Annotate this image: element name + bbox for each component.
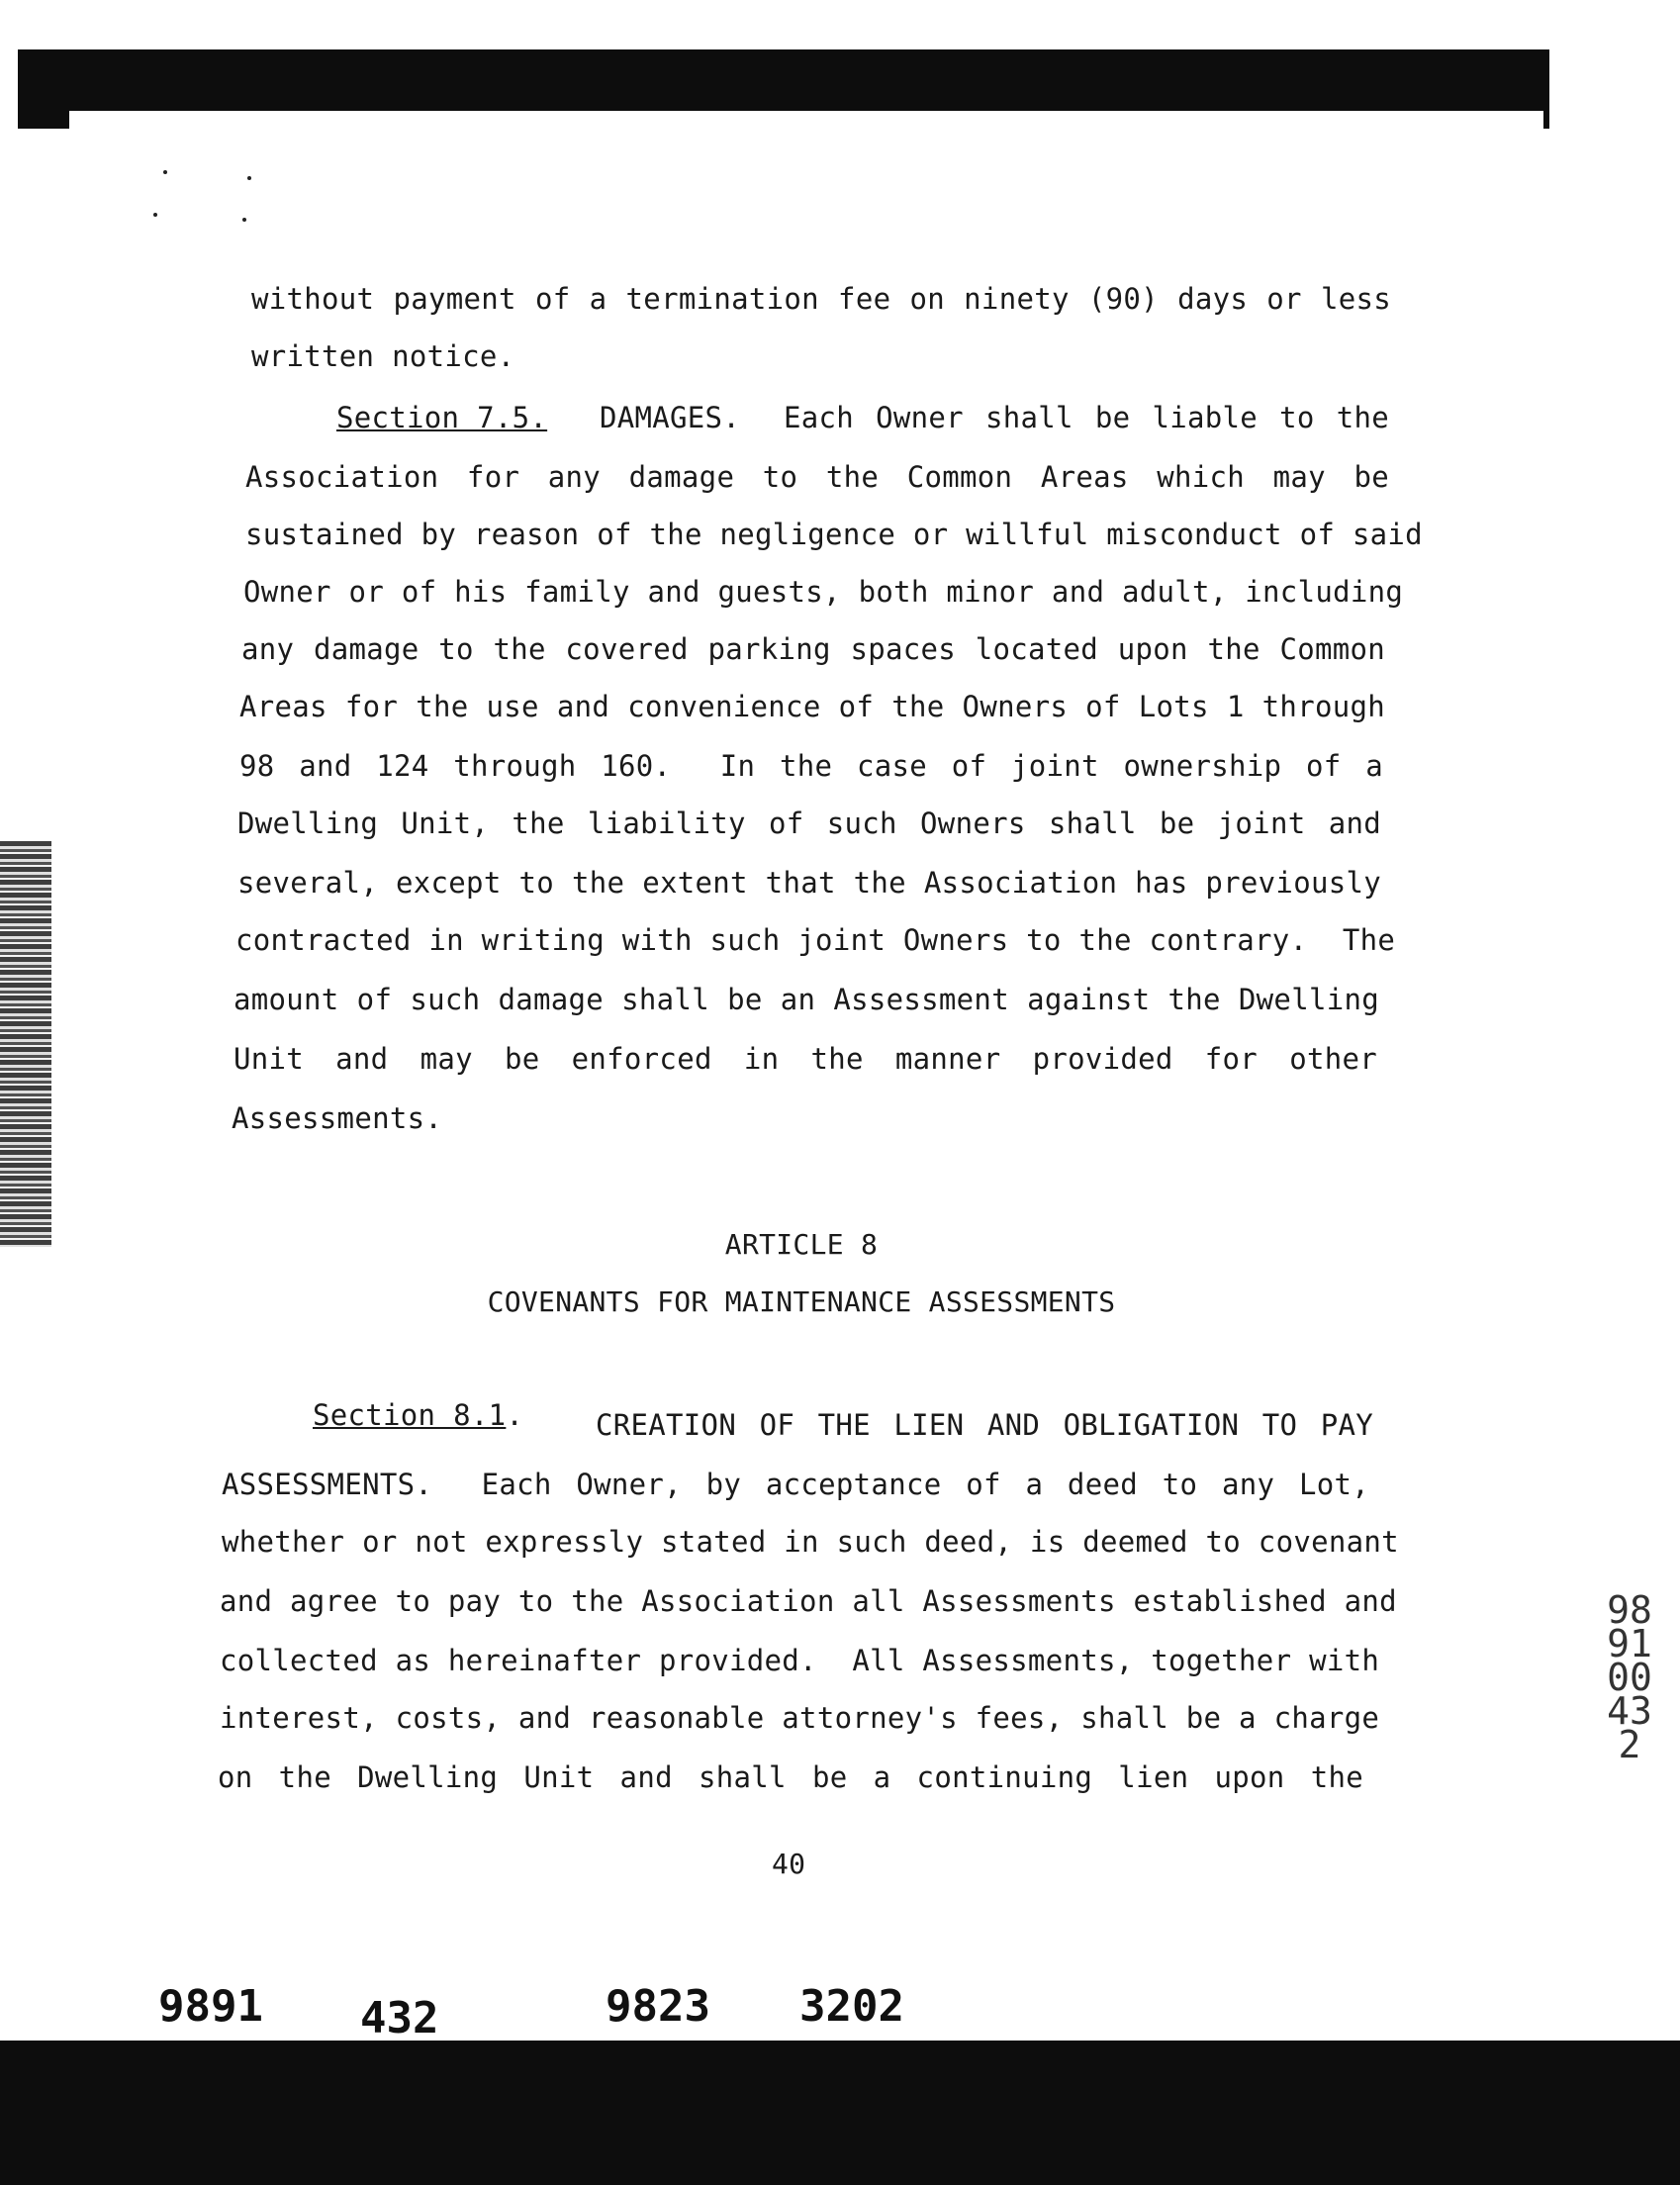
section-number: Section 8.1: [313, 1398, 507, 1432]
page-number: 40: [772, 1848, 806, 1880]
paragraph-line: and agree to pay to the Association all Assessments established and: [220, 1584, 1397, 1618]
section-number: Section 7.5.: [336, 401, 548, 434]
paragraph-line: 98 and 124 through 160. In the case of joint ownership of a: [239, 749, 1383, 783]
paragraph-line: contracted in writing with such joint Owners to the contrary. The: [235, 923, 1396, 957]
bates-book: 9891: [158, 1981, 263, 2032]
paragraph-line: any damage to the covered parking spaces located upon the Common: [241, 632, 1385, 666]
scan-bottom-border: [0, 2041, 1680, 2185]
paragraph-line: collected as hereinafter provided. All Assessments, together with: [220, 1644, 1380, 1677]
scan-speck: [242, 218, 246, 222]
paragraph-line: sustained by reason of the negligence or willful misconduct of said: [245, 518, 1423, 551]
paragraph-line: without payment of a termination fee on ninety (90) days or less: [251, 282, 1391, 316]
paragraph-line: on the Dwelling Unit and shall be a continuing lien upon the: [218, 1760, 1363, 1794]
paragraph-line: written notice.: [251, 339, 515, 373]
section-first-line: Each Owner shall be liable to the: [784, 401, 1389, 434]
section-label: [336, 401, 548, 434]
paragraph-line: Areas for the use and convenience of the Owners of Lots 1 through: [239, 690, 1385, 723]
side-stamp: 989100432: [1607, 1588, 1652, 1766]
bates-doc-a: 9823: [606, 1981, 710, 2032]
scan-speck: [163, 170, 167, 174]
paragraph-line: Dwelling Unit, the liability of such Owners shall be joint and: [237, 807, 1381, 840]
paragraph-line: Association for any damage to the Common Areas which may be: [245, 460, 1389, 494]
bates-page: 432: [360, 1993, 439, 2043]
paragraph-line: several, except to the extent that the Association has previously: [237, 866, 1381, 900]
bates-doc-b: 3202: [799, 1981, 904, 2032]
article-title: COVENANTS FOR MAINTENANCE ASSESSMENTS: [487, 1285, 1116, 1318]
article-number: ARTICLE 8: [724, 1228, 879, 1261]
section-title: DAMAGES.: [600, 401, 741, 434]
section-label: [313, 1398, 524, 1432]
paragraph-line: Unit and may be enforced in the manner provided for other: [233, 1042, 1377, 1076]
paragraph-line: whether or not expressly stated in such deed, is deemed to covenant: [222, 1525, 1399, 1559]
paragraph-line: ASSESSMENTS. Each Owner, by acceptance of a deed to any Lot,: [222, 1468, 1369, 1501]
paragraph-line: interest, costs, and reasonable attorney's fees, shall be a charge: [220, 1701, 1380, 1735]
section-number-punct: .: [506, 1398, 524, 1432]
section-title: CREATION OF THE LIEN AND OBLIGATION TO PAY: [596, 1408, 1373, 1442]
scan-speck: [153, 213, 157, 217]
scan-edge-artifact: [0, 841, 51, 1247]
paragraph-line: amount of such damage shall be an Assessment against the Dwelling: [233, 983, 1379, 1016]
scan-speck: [247, 176, 251, 180]
paragraph-line: Owner or of his family and guests, both minor and adult, including: [243, 575, 1404, 609]
paragraph-line: Assessments.: [232, 1101, 443, 1135]
